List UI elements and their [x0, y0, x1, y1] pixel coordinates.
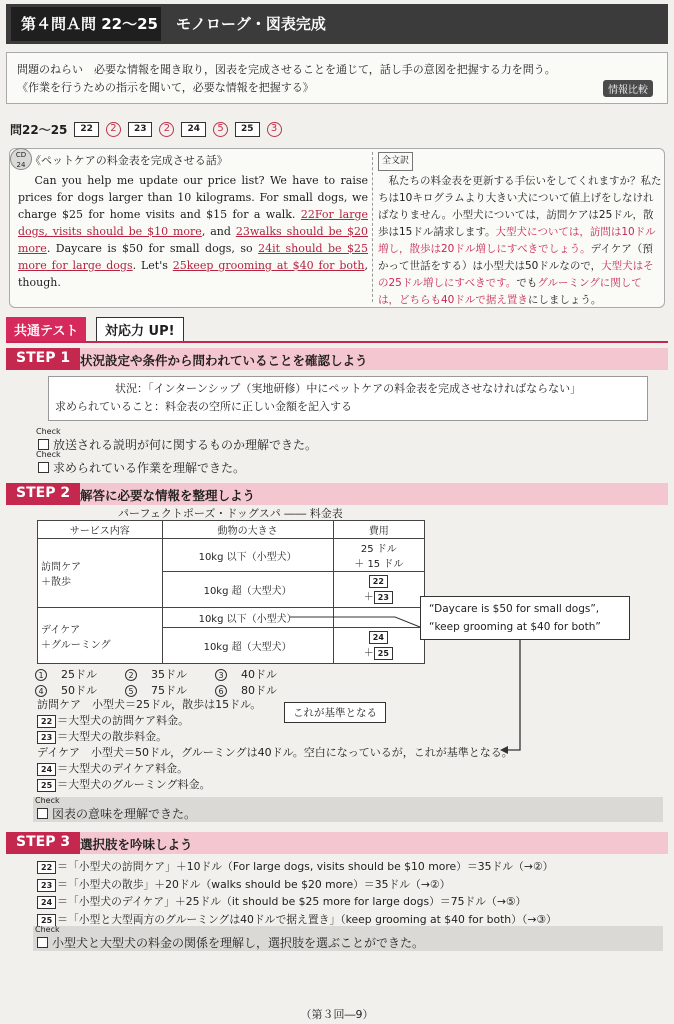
option-analysis: 22 ＝「小型犬の訪問ケア」＋10ドル（For large dogs, visits should be $10 more）＝35ドル（→②） 23 ＝「小型犬の散歩」＋20ドル（walks should be $20 more）＝35ドル（→②） 24 ＝「小型犬のデイケア」＋25ドル（it should be $25 more for large dogs）＝75ドル（→⑤） 25 ＝「小型と大型両方のグルーミングは40ドルで据え置き」（keep grooming at $40 for both）（→③）	[37, 858, 557, 928]
checkbox[interactable]	[38, 462, 49, 473]
page-footer: （第３回―9）	[300, 1008, 374, 1021]
divider	[372, 152, 373, 302]
callout-pointer	[290, 612, 425, 652]
answer-circle: 3	[267, 122, 282, 137]
step2-label: STEP 2	[6, 483, 80, 505]
passage-title: 《ペットケアの料金表を完成させる話》	[30, 154, 228, 167]
translation-label: 全文訳	[378, 152, 413, 171]
table-header: 動物の大きさ	[162, 521, 333, 539]
question-number: 第４問Ａ問 22〜25	[11, 7, 161, 41]
condition-situation: 状況：「インターンシップ（実地研修）中にペットケアの料金表を完成させなければならない」	[115, 382, 582, 395]
step1-label: STEP 1	[6, 348, 80, 370]
answer-circle: 5	[213, 122, 228, 137]
checkbox[interactable]	[38, 439, 49, 450]
answer-key	[10, 121, 282, 138]
info-compare-tag: 情報比較	[603, 80, 653, 97]
check-item: Check 求められている作業を理解できた。	[36, 450, 246, 475]
rule	[6, 341, 668, 343]
checkbox[interactable]	[37, 808, 48, 819]
cd-icon: CD 24	[10, 148, 32, 170]
answer-key-label: 問22〜25	[10, 123, 68, 137]
section-title: モノローグ・図表完成	[176, 15, 326, 33]
section-header	[6, 4, 668, 44]
condition-box	[48, 376, 648, 421]
answer-circle: 2	[159, 122, 174, 137]
common-test-label: 共通テスト	[6, 317, 86, 342]
answer-box: 23	[128, 122, 153, 137]
answer-box: 22	[74, 122, 99, 137]
baseline-bubble: これが基準となる	[284, 702, 386, 723]
aim-box	[6, 52, 668, 104]
step3-label: STEP 3	[6, 832, 80, 854]
condition-task: 求められていること：料金表の空所に正しい金額を記入する	[55, 400, 352, 413]
table-title: パーフェクトポーズ・ドッグスパ ―― 料金表	[118, 507, 343, 520]
table-header: 費用	[333, 521, 424, 539]
quote-callout: “Daycare is $50 for small dogs”, “keep grooming at $40 for both”	[420, 596, 630, 640]
japanese-translation: 全文訳 私たちの料金表を更新する手伝いをしてくれますか？私たちは10キログラムより大きい犬について値上げをしなければなりません。小型犬については，訪問ケアは25ドル，散歩は15ドル請求します。大型犬については，訪問は10ドル増し，散歩は20ドル増しにすべきでしょう。デイケア（預かって世話をする）は小型犬は50ドルなので，大型犬はその25ドル増しにすべきです。でもグルーミングに関しては，どちらも40ドルで据え置きにしましょう。	[378, 152, 662, 309]
step1-title: 状況設定や条件から問われていることを確認しよう	[80, 353, 368, 368]
check-item: Check 小型犬と大型犬の料金の関係を理解し，選択肢を選ぶことができた。	[33, 926, 663, 951]
aim-line-2: 《作業を行うための指示を聞いて，必要な情報を把握する》	[17, 81, 314, 94]
passage-text: Can you help me update our price list? We have to raise prices for dogs larger than 10 kilograms. For small dogs, we charge $25 for home visits and $15 for a walk. 22For large dogs, visits should be $10 more, and 23walks should be $20 more. Daycare is $50 for small dogs, so 24it should be $25 more for large dogs. Let's 25keep grooming at $40 for both, though.	[18, 174, 369, 289]
check-item: Check 図表の意味を理解できた。	[33, 797, 663, 822]
skill-up-label: 対応力 UP!	[96, 317, 184, 342]
analysis-lines: 訪問ケア 小型犬＝25ドル，散歩は15ドル。 22 ＝大型犬の訪問ケア料金。 23 ＝大型犬の散歩料金。 デイケア 小型犬＝50ドル，グルーミングは40ドル。空白になっているが，これが基準となる。 24 ＝大型犬のデイケア料金。 25 ＝大型犬のグルーミング料金。	[37, 698, 513, 791]
step3-bar	[6, 832, 668, 854]
answer-circle: 2	[106, 122, 121, 137]
answer-box: 25	[235, 122, 260, 137]
step3-title: 選択肢を吟味しよう	[80, 837, 193, 852]
step2-title: 解答に必要な情報を整理しよう	[80, 488, 256, 503]
price-table: サービス内容 動物の大きさ 費用 訪問ケア ＋散歩 10kg 以下（小型犬） 25 ドル ＋ 15 ドル 10kg 超（大型犬） 22 ＋ 23 デイケア ＋グルーミング 10kg 以下（小型犬） 10kg 超（大型犬） 24 ＋ 25	[37, 520, 425, 664]
step2-bar	[6, 483, 668, 505]
checkbox[interactable]	[37, 937, 48, 948]
english-passage	[18, 152, 368, 291]
check-item: Check 放送される説明が何に関するものか理解できた。	[36, 427, 318, 452]
aim-line-1: 問題のねらい 必要な情報を聞き取り，図表を完成させることを通じて，話し手の意図を把握する力を問う。	[17, 63, 556, 76]
answer-box: 24	[181, 122, 206, 137]
step1-bar	[6, 348, 668, 370]
table-header: サービス内容	[38, 521, 163, 539]
options-list: 1 25ドル 2 35ドル 3 40ドル 4 50ドル 5 75ドル 6 80ドル	[35, 667, 305, 699]
